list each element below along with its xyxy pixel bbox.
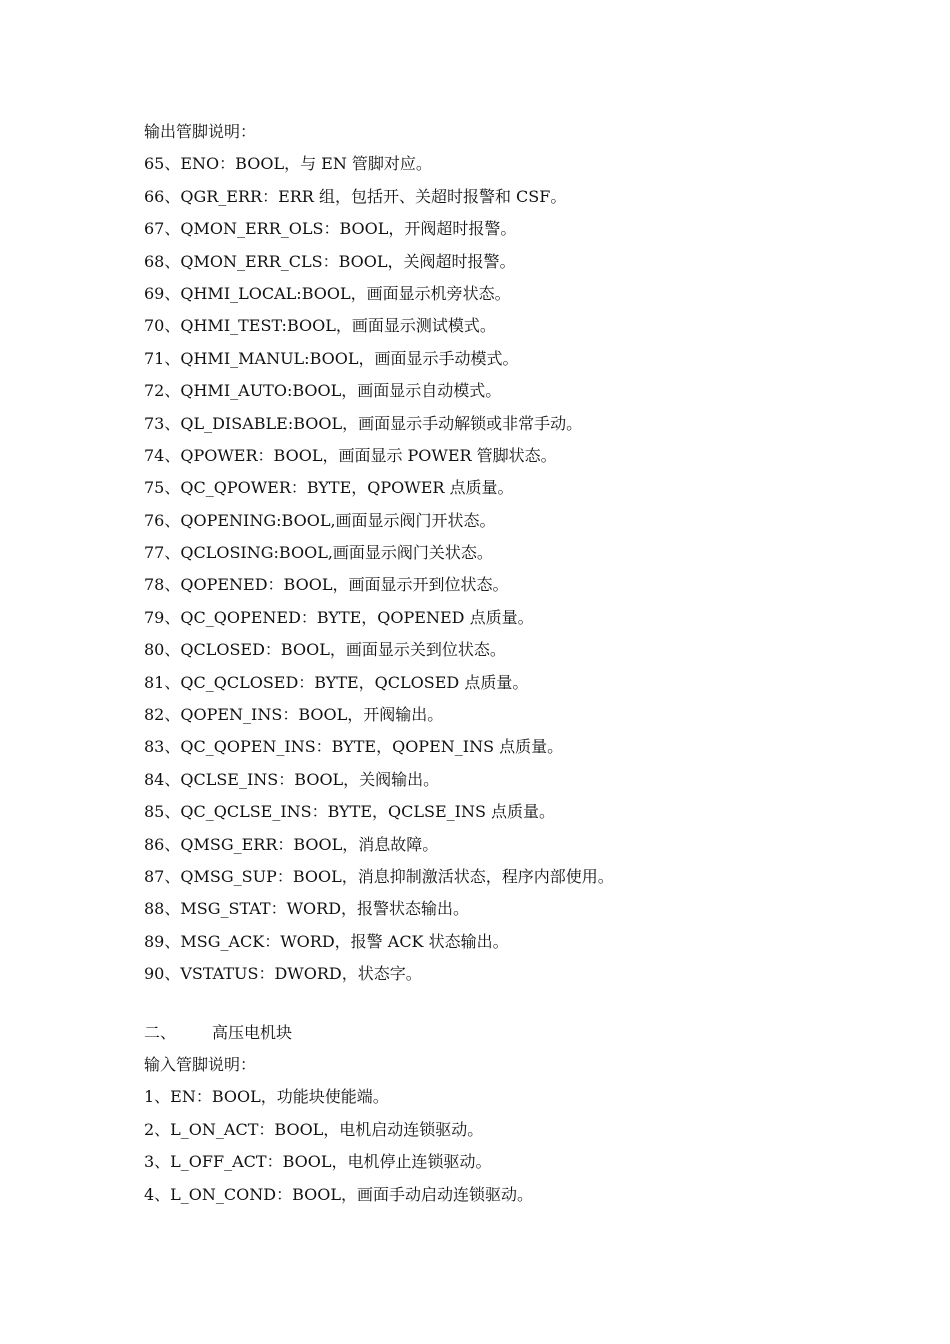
- output-pin-item: 79、QC_QOPENED：BYTE，QOPENED 点质量。: [144, 607, 534, 627]
- output-pin-item: 70、QHMI_TEST:BOOL，画面显示测试模式。: [144, 316, 496, 336]
- output-pin-list: [144, 148, 864, 990]
- input-pins-header: 输入管脚说明：: [144, 1054, 257, 1074]
- output-pin-item: 69、QHMI_LOCAL:BOOL，画面显示机旁状态。: [144, 283, 511, 303]
- section-number: 二、: [144, 1022, 177, 1042]
- section-title: 高压电机块: [212, 1022, 293, 1042]
- output-pin-item: 90、VSTATUS：DWORD，状态字。: [144, 964, 422, 984]
- input-pin-item: 2、L_ON_ACT：BOOL，电机启动连锁驱动。: [144, 1119, 484, 1139]
- output-pin-item: 86、QMSG_ERR：BOOL，消息故障。: [144, 834, 439, 854]
- output-pin-item: 75、QC_QPOWER：BYTE，QPOWER 点质量。: [144, 478, 514, 498]
- section-spacer: [144, 991, 864, 1017]
- input-pin-item: 4、L_ON_COND：BOOL，画面手动启动连锁驱动。: [144, 1184, 534, 1204]
- output-pin-item: 71、QHMI_MANUL:BOOL，画面显示手动模式。: [144, 348, 519, 368]
- output-pin-item: 66、QGR_ERR：ERR 组，包括开、关超时报警和 CSF。: [144, 186, 567, 206]
- input-pin-item: 1、EN：BOOL，功能块使能端。: [144, 1087, 389, 1107]
- output-pin-item: 68、QMON_ERR_CLS：BOOL，关阀超时报警。: [144, 251, 516, 271]
- output-pin-item: 74、QPOWER：BOOL，画面显示 POWER 管脚状态。: [144, 445, 557, 465]
- output-pin-item: 73、QL_DISABLE:BOOL，画面显示手动解锁或非常手动。: [144, 413, 583, 433]
- output-pin-item: 72、QHMI_AUTO:BOOL，画面显示自动模式。: [144, 381, 502, 401]
- output-pins-header: 输出管脚说明：: [144, 122, 257, 141]
- output-pin-item: 84、QCLSE_INS：BOOL，关阀输出。: [144, 769, 440, 789]
- input-pin-list: [144, 1081, 864, 1211]
- output-pin-item: 80、QCLOSED：BOOL，画面显示关到位状态。: [144, 640, 506, 660]
- output-pin-item: 82、QOPEN_INS：BOOL，开阀输出。: [144, 705, 444, 725]
- section-heading: [144, 1017, 864, 1049]
- output-pin-item: 83、QC_QOPEN_INS：BYTE，QOPEN_INS 点质量。: [144, 737, 564, 757]
- output-pin-item: 78、QOPENED：BOOL，画面显示开到位状态。: [144, 575, 509, 595]
- output-pin-item: 87、QMSG_SUP：BOOL，消息抑制激活状态，程序内部使用。: [144, 866, 614, 886]
- document-content: [144, 116, 864, 1211]
- output-pin-item: 85、QC_QCLSE_INS：BYTE，QCLSE_INS 点质量。: [144, 802, 556, 822]
- output-pin-item: 77、QCLOSING:BOOL,画面显示阀门关状态。: [144, 543, 493, 563]
- input-pin-item: 3、L_OFF_ACT：BOOL，电机停止连锁驱动。: [144, 1152, 492, 1172]
- output-pin-item: 89、MSG_ACK：WORD，报警 ACK 状态输出。: [144, 931, 509, 951]
- output-pin-item: 81、QC_QCLOSED：BYTE，QCLOSED 点质量。: [144, 672, 529, 692]
- output-pin-item: 65、ENO：BOOL，与 EN 管脚对应。: [144, 154, 432, 174]
- output-pin-item: 67、QMON_ERR_OLS：BOOL，开阀超时报警。: [144, 219, 517, 239]
- output-pin-item: 76、QOPENING:BOOL,画面显示阀门开状态。: [144, 510, 496, 530]
- output-pin-item: 88、MSG_STAT：WORD，报警状态输出。: [144, 899, 470, 919]
